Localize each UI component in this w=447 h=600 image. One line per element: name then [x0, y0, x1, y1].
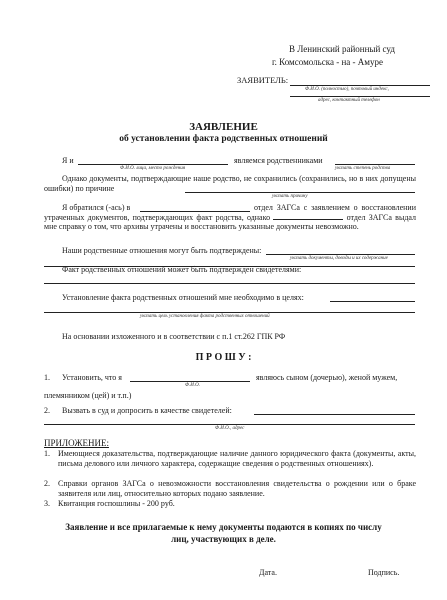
footer-note-2: лиц, участвующих в деле. — [171, 534, 276, 544]
request-item2-text: Вызвать в суд и допросить в качестве свидетелей: — [62, 406, 232, 415]
p3-text — [44, 203, 416, 232]
p1-hint-right: указать степень родства — [335, 166, 391, 171]
applicant-line-2 — [290, 96, 430, 97]
request-item1-cont: племянником (цей) и т.п.) — [44, 391, 132, 400]
request-item1-num: 1. — [44, 373, 50, 382]
p1-hint-left: Ф.И.О. лица, место рождения — [120, 166, 186, 171]
attachment-3-num: 3. — [44, 499, 50, 508]
footer-note-1: Заявление и все прилагаемые к нему документы подаются в копиях по числу — [65, 522, 382, 532]
p4-line-1 — [266, 254, 415, 255]
p6-line-1 — [330, 301, 415, 302]
p3-mid2: отдел — [346, 212, 366, 222]
applicant-label: ЗАЯВИТЕЛЬ: — [237, 75, 289, 85]
p6-hint: указать цель установления факта родственных отношений — [140, 314, 270, 319]
attachment-2-text: Справки органов ЗАГСа о невозможности восстановления свидетельства о рождении или о браке заявителя или лиц, относительно которых подано заявление. — [58, 479, 416, 498]
p4-hint: указать документы, доводы и их содержание — [290, 256, 388, 261]
attachment-3-text: Квитанция госпошлины - 200 руб. — [58, 499, 175, 508]
p6-line-2 — [44, 312, 415, 313]
court-city: г. Комсомольска - на - Амуре — [272, 57, 383, 67]
p2-hint: указать причину — [272, 194, 308, 199]
p5-line-1 — [44, 283, 415, 284]
p2-text: Однако документы, подтверждающие наше родство, не сохранились (сохранились, но в них допущены ошибки) по причине — [44, 174, 416, 193]
request-item2-line-1 — [254, 414, 415, 415]
court-name: В Ленинский районный суд — [289, 44, 395, 54]
request-item1-end: являюсь сыном (дочерью), женой мужем, — [256, 373, 398, 382]
request-item2-hint: Ф.И.О., адрес — [215, 426, 245, 431]
p3-mid: отдел ЗАГСа с заявлением о восстановлении утраченных документов, подтверждающих факт родства, однако — [44, 203, 416, 222]
p3-start: Я обратился (-ась) в — [62, 203, 131, 212]
p4-text: Наши родственные отношения могут быть подтверждены: — [62, 246, 262, 255]
signature-label: Подпись. — [368, 568, 400, 577]
p1-start: Я и — [62, 156, 74, 165]
applicant-line — [290, 85, 430, 86]
document-subtitle: об установлении факта родственных отношений — [119, 134, 328, 144]
request-heading: П Р О Ш У : — [195, 352, 252, 363]
attachment-2-num: 2. — [44, 479, 50, 488]
attachment-1-num: 1. — [44, 449, 50, 458]
p3-end: ЗАГСа выдал мне справку о том, что архивы утрачены и восстановить указанные документы невозможно. — [44, 212, 417, 232]
attachments-heading: ПРИЛОЖЕНИЕ: — [44, 438, 109, 448]
applicant-hint-1: Ф.И.О. (полностью), почтовый индекс, — [305, 87, 389, 92]
request-item2-line-2 — [44, 424, 415, 425]
p1-line-1 — [78, 164, 228, 165]
p7-text: На основании изложенного и в соответствии с п.1 ст.262 ГПК РФ — [62, 332, 286, 341]
request-item1-hint: Ф.И.О. — [185, 383, 200, 388]
p5-text: Факт родственных отношений может быть подтвержден свидетелями: — [62, 265, 302, 274]
request-item1-line — [130, 381, 250, 382]
request-item1-start: Установить, что я — [62, 373, 122, 382]
p2-line — [185, 192, 415, 193]
document-title: ЗАЯВЛЕНИЕ — [189, 121, 258, 133]
p1-line-2 — [335, 164, 415, 165]
attachment-1-text: Имеющиеся доказательства, подтверждающие наличие данного юридического факта (документы, акты, письма делового или личного характера, содержащие сведения о родственных отношениях). — [58, 449, 416, 468]
p1-mid: являемся родственниками — [234, 156, 323, 165]
applicant-hint-2: адрес, контактный телефон — [318, 98, 380, 103]
date-label: Дата. — [259, 568, 277, 577]
p6-text: Установление факта родственных отношений мне необходимо в целях: — [62, 293, 304, 302]
request-item2-num: 2. — [44, 406, 50, 415]
